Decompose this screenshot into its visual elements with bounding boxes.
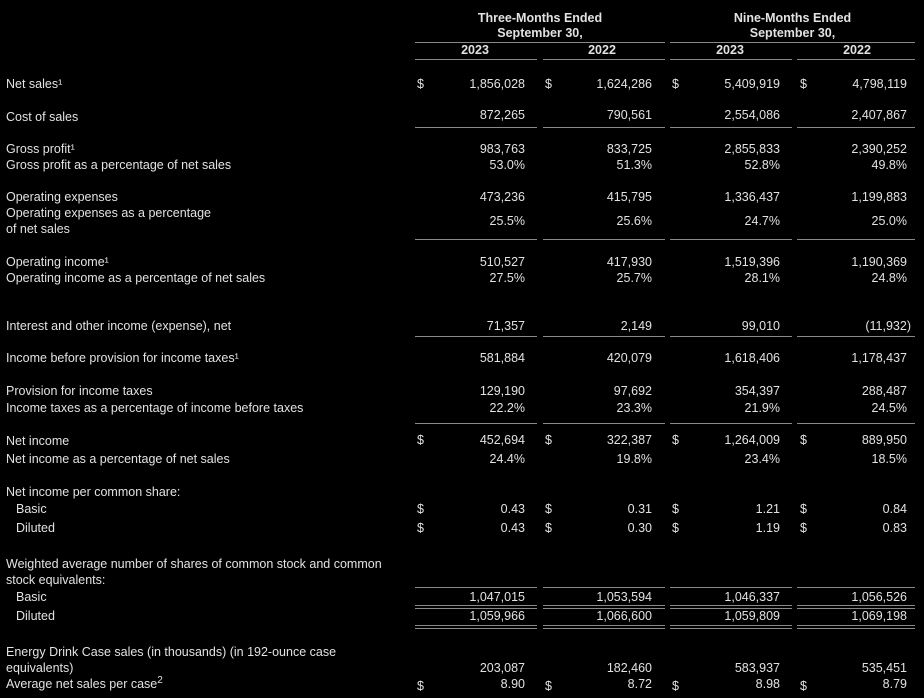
row-label-op-income-pct: Operating income as a percentage of net sales [6, 271, 266, 285]
value-net-sales: 5,409,919 [724, 77, 780, 91]
value-avg-net-sales: 8.98 [755, 677, 780, 691]
currency-symbol: $ [417, 521, 424, 535]
value-avg-net-sales: 8.90 [500, 677, 525, 691]
subtotal-rule [797, 127, 915, 128]
value-op-income: 1,190,369 [851, 255, 907, 269]
value-eps-basic: 1.21 [755, 502, 780, 516]
value-cost-of-sales: 2,554,086 [724, 108, 780, 122]
row-label-eps-basic: Basic [16, 502, 47, 516]
value-provision: 129,190 [479, 384, 525, 398]
value-eps-diluted: 0.30 [627, 521, 652, 535]
currency-symbol: $ [672, 521, 679, 535]
value-pretax: 581,884 [479, 351, 525, 365]
value-net-sales: 1,624,286 [596, 77, 652, 91]
year-rule [797, 59, 915, 60]
value-interest: (11,932) [865, 319, 911, 333]
currency-symbol: $ [417, 77, 424, 91]
value-shares-basic: 1,056,526 [851, 590, 907, 604]
currency-symbol: $ [800, 77, 807, 91]
footnote-marker: 2 [157, 674, 163, 686]
value-cost-of-sales: 872,265 [479, 108, 525, 122]
row-label-opex-pct-line1: Operating expenses as a percentage [6, 206, 211, 220]
value-gross-profit: 2,390,252 [851, 142, 907, 156]
value-interest: 2,149 [620, 319, 652, 333]
value-provision: 354,397 [734, 384, 780, 398]
subtotal-rule [670, 423, 792, 424]
currency-symbol: $ [800, 433, 807, 447]
value-shares-basic: 1,047,015 [469, 590, 525, 604]
year-header: 2023 [461, 43, 489, 57]
value-eps-basic: 0.31 [627, 502, 652, 516]
value-op-income-pct: 28.1% [744, 271, 780, 285]
value-interest: 71,357 [486, 319, 525, 333]
row-label-cost-of-sales: Cost of sales [6, 110, 79, 124]
value-net-sales: 4,798,119 [852, 77, 907, 91]
value-tax-pct: 23.3% [616, 401, 652, 415]
currency-symbol: $ [672, 77, 679, 91]
value-opex-pct: 25.0% [871, 214, 907, 228]
value-avg-net-sales: 8.72 [627, 677, 652, 691]
value-eps-diluted: 0.43 [500, 521, 525, 535]
currency-symbol: $ [545, 77, 552, 91]
subtotal-rule [797, 587, 915, 588]
value-eps-diluted: 0.83 [882, 521, 907, 535]
row-label-case-sales-line2: equivalents) [6, 661, 74, 675]
value-opex: 415,795 [606, 190, 652, 204]
value-cost-of-sales: 790,561 [606, 108, 652, 122]
value-net-income: 322,387 [606, 433, 652, 447]
row-label-gross-profit: Gross profit¹ [6, 142, 75, 156]
value-op-income: 417,930 [606, 255, 652, 269]
subtotal-rule [797, 336, 915, 337]
avg-net-sales-text: Average net sales per case [6, 677, 158, 691]
value-gross-profit: 833,725 [606, 142, 652, 156]
value-shares-basic: 1,046,337 [724, 590, 780, 604]
currency-symbol: $ [417, 502, 424, 516]
row-label-opex-pct-line2: of net sales [6, 222, 70, 236]
row-label-pretax: Income before provision for income taxes¹ [6, 351, 239, 365]
value-net-income: 1,264,009 [724, 433, 780, 447]
value-op-income-pct: 24.8% [871, 271, 907, 285]
value-net-income: 889,950 [861, 433, 907, 447]
value-tax-pct: 22.2% [489, 401, 525, 415]
header-three-months-line2: September 30, [497, 26, 583, 40]
row-label-op-income: Operating income¹ [6, 255, 109, 269]
row-label-eps-header: Net income per common share: [6, 485, 181, 499]
currency-symbol: $ [545, 521, 552, 535]
currency-symbol: $ [672, 433, 679, 447]
row-label-shares-header-line2: stock equivalents: [6, 573, 106, 587]
value-eps-basic: 0.84 [882, 502, 907, 516]
header-nine-months-line2: September 30, [749, 26, 836, 40]
row-label-opex: Operating expenses [6, 190, 118, 204]
value-net-income: 452,694 [479, 433, 525, 447]
value-gross-profit: 983,763 [479, 142, 525, 156]
currency-symbol: $ [672, 679, 679, 693]
value-gross-profit-pct: 52.8% [744, 158, 780, 172]
year-rule [543, 59, 665, 60]
subtotal-rule [415, 587, 537, 588]
subtotal-rule [415, 423, 537, 424]
row-label-shares-diluted: Diluted [16, 609, 55, 623]
value-shares-diluted: 1,059,966 [469, 609, 525, 623]
value-tax-pct: 24.5% [871, 401, 907, 415]
value-shares-diluted: 1,059,809 [724, 609, 780, 623]
value-gross-profit: 2,855,833 [724, 142, 780, 156]
value-eps-basic: 0.43 [500, 502, 525, 516]
subtotal-rule [543, 239, 665, 240]
currency-symbol: $ [545, 679, 552, 693]
subtotal-rule [670, 587, 792, 588]
row-label-eps-diluted: Diluted [16, 521, 55, 535]
subtotal-rule [415, 336, 537, 337]
value-interest: 99,010 [741, 319, 780, 333]
value-opex-pct: 25.6% [616, 214, 652, 228]
currency-symbol: $ [545, 433, 552, 447]
row-label-net-income: Net income [6, 434, 70, 448]
currency-symbol: $ [800, 679, 807, 693]
value-gross-profit-pct: 53.0% [489, 158, 525, 172]
value-avg-net-sales: 8.79 [882, 677, 907, 691]
year-header: 2022 [843, 43, 871, 57]
value-opex: 1,336,437 [724, 190, 780, 204]
currency-symbol: $ [800, 502, 807, 516]
subtotal-rule [670, 336, 792, 337]
total-rule [797, 625, 915, 629]
value-cost-of-sales: 2,407,867 [851, 108, 907, 122]
subtotal-rule [797, 423, 915, 424]
currency-symbol: $ [545, 502, 552, 516]
currency-symbol: $ [672, 502, 679, 516]
total-rule [670, 625, 792, 629]
header-three-months-line1: Three-Months Ended [477, 11, 603, 25]
row-label-gross-profit-pct: Gross profit as a percentage of net sales [6, 158, 232, 172]
currency-symbol: $ [417, 433, 424, 447]
subtotal-rule [543, 423, 665, 424]
value-opex: 473,236 [479, 190, 525, 204]
value-pretax: 420,079 [606, 351, 652, 365]
value-case-sales: 535,451 [861, 661, 907, 675]
header-nine-months-line1: Nine-Months Ended [733, 11, 852, 25]
value-net-sales: 1,856,028 [469, 77, 525, 91]
value-shares-diluted: 1,066,600 [596, 609, 652, 623]
year-rule [415, 59, 537, 60]
row-label-avg-net-sales [6, 674, 163, 692]
value-case-sales: 182,460 [606, 661, 652, 675]
value-op-income-pct: 25.7% [616, 271, 652, 285]
row-label-shares-basic: Basic [16, 590, 47, 604]
value-net-income-pct: 19.8% [616, 452, 652, 466]
value-shares-diluted: 1,069,198 [851, 609, 907, 623]
value-gross-profit-pct: 49.8% [871, 158, 907, 172]
currency-symbol: $ [800, 521, 807, 535]
row-label-tax-pct: Income taxes as a percentage of income before taxes [6, 401, 304, 415]
value-op-income-pct: 27.5% [489, 271, 525, 285]
row-label-net-sales: Net sales¹ [6, 77, 63, 91]
total-rule [543, 625, 665, 629]
value-gross-profit-pct: 51.3% [616, 158, 652, 172]
subtotal-rule [415, 239, 537, 240]
row-label-provision: Provision for income taxes [6, 384, 153, 398]
row-label-net-income-pct: Net income as a percentage of net sales [6, 452, 230, 466]
value-opex: 1,199,883 [851, 190, 907, 204]
value-eps-diluted: 1.19 [755, 521, 780, 535]
value-pretax: 1,618,406 [724, 351, 780, 365]
value-case-sales: 203,087 [479, 661, 525, 675]
currency-symbol: $ [417, 679, 424, 693]
year-header: 2022 [588, 43, 616, 57]
subtotal-rule [543, 587, 665, 588]
subtotal-rule [415, 127, 537, 128]
value-net-income-pct: 23.4% [744, 452, 780, 466]
value-pretax: 1,178,437 [851, 351, 907, 365]
value-net-income-pct: 18.5% [871, 452, 907, 466]
row-label-interest: Interest and other income (expense), net [6, 319, 232, 333]
value-op-income: 510,527 [479, 255, 525, 269]
total-rule [415, 625, 537, 629]
value-provision: 288,487 [861, 384, 907, 398]
row-label-shares-header-line1: Weighted average number of shares of common stock and common [6, 557, 382, 571]
value-provision: 97,692 [613, 384, 652, 398]
year-rule [670, 59, 792, 60]
value-net-income-pct: 24.4% [489, 452, 525, 466]
value-op-income: 1,519,396 [724, 255, 780, 269]
value-opex-pct: 24.7% [744, 214, 780, 228]
value-shares-basic: 1,053,594 [596, 590, 652, 604]
value-case-sales: 583,937 [734, 661, 780, 675]
value-opex-pct: 25.5% [489, 214, 525, 228]
subtotal-rule [543, 336, 665, 337]
subtotal-rule [670, 239, 792, 240]
subtotal-rule [797, 239, 915, 240]
row-label-case-sales-line1: Energy Drink Case sales (in thousands) (in 192-ounce case [6, 645, 337, 659]
subtotal-rule [543, 127, 665, 128]
value-tax-pct: 21.9% [744, 401, 780, 415]
year-header: 2023 [716, 43, 744, 57]
subtotal-rule [670, 127, 792, 128]
